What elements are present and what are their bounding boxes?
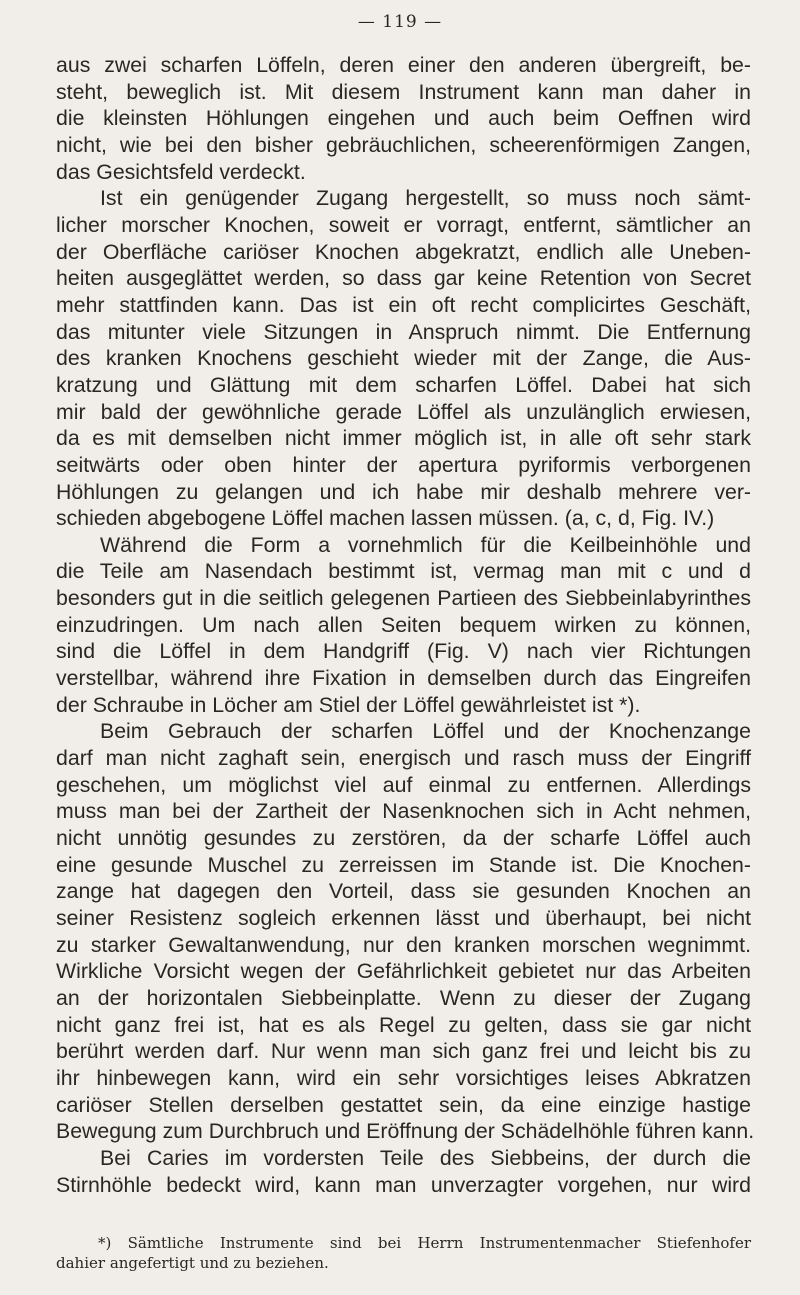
text-line: der Schraube in Löcher am Stiel der Löffel gewährleistet ist *).	[56, 692, 641, 717]
footnote-line: *) Sämtliche Instrumente sind bei Herrn Instrumentenmacher Stiefenhofer	[98, 1234, 751, 1252]
text-line: aus zwei scharfen Löffeln, deren einer den anderen übergreift, be-	[56, 53, 751, 77]
text-line: seitwärts oder oben hinter der apertura pyriformis verborgenen	[56, 452, 751, 477]
text-line: ihr hinbewegen kann, wird ein sehr vorsichtiges leises Abkratzen	[56, 1065, 751, 1090]
footnote-line: dahier angefertigt und zu beziehen.	[56, 1254, 329, 1272]
text-line: einzudringen. Um nach allen Seiten bequem wirken zu können,	[56, 612, 751, 637]
text-line: die Teile am Nasendach bestimmt ist, vermag man mit c und d	[56, 559, 751, 584]
text-line: nicht, wie bei den bisher gebräuchlichen, scheerenförmigen Zangen,	[56, 132, 751, 157]
text-line: Bewegung zum Durchbruch und Eröffnung der Schädelhöhle führen kann.	[56, 1119, 755, 1144]
text-line: zu starker Gewaltanwendung, nur den kranken morschen wegnimmt.	[56, 932, 751, 957]
text-line: sind die Löffel in dem Handgriff (Fig. V) nach vier Richtungen	[56, 639, 751, 664]
text-line: zange hat dagegen den Vorteil, dass sie gesunden Knochen an	[56, 879, 751, 904]
text-line: eine gesunde Muschel zu zerreissen im Stande ist. Die Knochen-	[56, 852, 751, 877]
text-line: da es mit demselben nicht immer möglich ist, in alle oft sehr stark	[56, 426, 751, 451]
text-line: heiten ausgeglättet werden, so dass gar keine Retention von Secret	[56, 266, 751, 291]
footnote	[56, 1233, 751, 1273]
text-line: des kranken Knochens geschieht wieder mit der Zange, die Aus-	[56, 346, 751, 371]
text-line: Beim Gebrauch der scharfen Löffel und der Knochenzange	[100, 719, 751, 744]
text-line: mir bald der gewöhnliche gerade Löffel als unzulänglich erwiesen,	[56, 399, 751, 424]
text-line: darf man nicht zaghaft sein, energisch und rasch muss der Eingriff	[56, 746, 751, 771]
text-line: an der horizontalen Siebbeinplatte. Wenn zu dieser der Zugang	[56, 985, 751, 1010]
text-line: besonders gut in die seitlich gelegenen Partieen des Siebbeinlabyrinthes	[56, 586, 751, 611]
text-line: verstellbar, während ihre Fixation in demselben durch das Eingreifen	[56, 666, 751, 691]
text-line: cariöser Stellen derselben gestattet sein, da eine einzige hastige	[56, 1092, 751, 1117]
text-line: die kleinsten Höhlungen eingehen und auch beim Oeffnen wird	[56, 106, 751, 131]
text-line: licher morscher Knochen, soweit er vorragt, entfernt, sämtlicher an	[56, 212, 751, 237]
body-text	[56, 52, 755, 1198]
text-line: das mitunter viele Sitzungen in Anspruch nimmt. Die Entfernung	[56, 319, 751, 344]
text-line: mehr stattfinden kann. Das ist ein oft recht complicirtes Geschäft,	[56, 292, 751, 317]
text-line: Während die Form a vornehmlich für die Keilbeinhöhle und	[100, 532, 751, 557]
text-line: kratzung und Glättung mit dem scharfen Löffel. Dabei hat sich	[56, 372, 751, 397]
text-line: geschehen, um möglichst viel auf einmal zu entfernen. Allerdings	[56, 772, 751, 797]
text-line: das Gesichtsfeld verdeckt.	[56, 159, 306, 184]
text-line: Wirkliche Vorsicht wegen der Gefährlichkeit gebietet nur das Arbeiten	[56, 959, 751, 984]
text-line: Ist ein genügender Zugang hergestellt, so muss noch sämt-	[100, 186, 751, 211]
text-line: berührt werden darf. Nur wenn man sich ganz frei und leicht bis zu	[56, 1039, 751, 1064]
text-line: steht, beweglich ist. Mit diesem Instrument kann man daher in	[56, 79, 751, 104]
text-line: Bei Caries im vordersten Teile des Siebbeins, der durch die	[100, 1145, 751, 1170]
text-line: nicht unnötig gesundes zu zerstören, da der scharfe Löffel auch	[56, 826, 751, 851]
text-line: schieden abgebogene Löffel machen lassen müssen. (a, c, d, Fig. IV.)	[56, 506, 715, 531]
text-line: Höhlungen zu gelangen und ich habe mir deshalb mehrere ver-	[56, 479, 751, 504]
page-number: — 119 —	[357, 12, 443, 32]
text-line: der Oberfläche cariöser Knochen abgekratzt, endlich alle Uneben-	[56, 239, 751, 264]
text-line: muss man bei der Zartheit der Nasenknochen sich in Acht nehmen,	[56, 799, 751, 824]
text-line: seiner Resistenz sogleich erkennen lässt und überhaupt, bei nicht	[56, 906, 751, 930]
text-line: nicht ganz frei ist, hat es als Regel zu gelten, dass sie gar nicht	[56, 1012, 751, 1037]
text-line: Stirnhöhle bedeckt wird, kann man unverzagter vorgehen, nur wird	[56, 1172, 751, 1197]
